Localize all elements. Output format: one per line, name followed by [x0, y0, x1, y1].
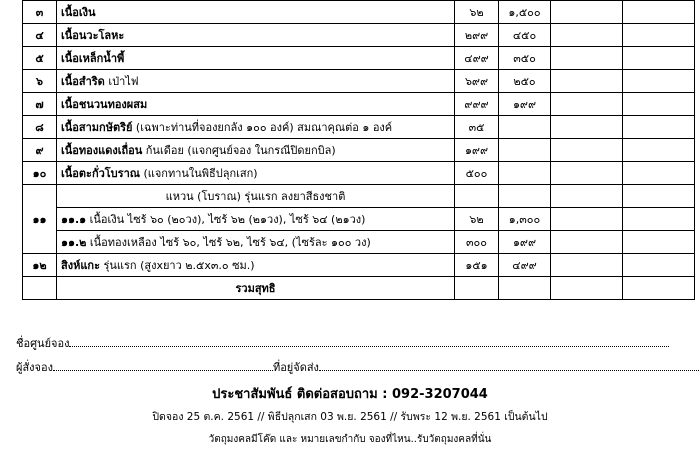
item-description	[57, 1, 455, 24]
item-description-head: เนื้อนวะโลหะ	[61, 28, 125, 42]
item-amount-cell[interactable]	[551, 1, 623, 24]
item-number: ๙	[23, 139, 57, 162]
item-qty: ๖๒	[455, 208, 499, 231]
item-description	[57, 93, 455, 116]
address-field[interactable]	[319, 360, 699, 371]
item-number: ๔	[23, 24, 57, 47]
item-total-cell[interactable]	[623, 1, 695, 24]
item-qty	[455, 185, 499, 208]
item-description-head: เนื้อเงิน	[61, 5, 96, 19]
item-total-cell[interactable]	[623, 93, 695, 116]
booker-field[interactable]	[53, 360, 273, 371]
item-description: ๑๑.๒ เนื้อทองเหลือง ไซร้ ๖๐, ไซร้ ๖๒, ไซร้ ๖๔, (ไซร้ละ ๑๐๐ วง)	[57, 231, 455, 254]
item-price: ๔๕๐	[499, 24, 551, 47]
table-row	[23, 231, 695, 254]
dates-line: ปิดจอง 25 ต.ค. 2561 // พิธีปลุกเสก 03 พ.ย. 2561 // รับพระ 12 พ.ย. 2561 เป็นต้นไป	[152, 411, 548, 423]
item-description-head: เนื้อสามกษัตริย์	[61, 120, 133, 134]
booker-label: ผู้สั่งจอง	[16, 361, 53, 374]
item-description-head: เนื้อทองแดงเถื่อน	[61, 143, 143, 157]
item-description: ๑๑.๑ เนื้อเงิน ไซร้ ๖๐ (๒๐วง), ไซร้ ๖๒ (๒๑วง), ไซร้ ๖๔ (๒๑วง)	[57, 208, 455, 231]
item-amount-cell[interactable]	[551, 24, 623, 47]
item-amount-cell[interactable]	[551, 93, 623, 116]
contact-line: ประชาสัมพันธ์ ติดต่อสอบถาม : 092-3207044	[212, 387, 488, 402]
item-price: ๑๙๙	[499, 93, 551, 116]
item-description	[57, 24, 455, 47]
total-row	[23, 277, 695, 300]
item-amount-cell[interactable]	[551, 139, 623, 162]
table-row	[23, 116, 695, 139]
item-qty: ๖๙๙	[455, 70, 499, 93]
item-price: ๓๕๐	[499, 47, 551, 70]
item-amount-cell[interactable]	[551, 47, 623, 70]
blank-cell	[23, 277, 57, 300]
item-number: ๓	[23, 1, 57, 24]
item-number: ๗	[23, 93, 57, 116]
item-qty: ๓๐๐	[455, 231, 499, 254]
item-price: ๒๕๐	[499, 70, 551, 93]
item-amount-cell[interactable]	[551, 208, 623, 231]
item-price: ๑,๓๐๐	[499, 208, 551, 231]
blank-cell	[499, 277, 551, 300]
table-row	[23, 70, 695, 93]
footnote-line: วัตถุมงคลมีโค๊ด และ หมายเลขกำกับ จองที่ไหน..รับวัตถุมงคลที่นั่น	[208, 434, 492, 445]
item-number: ๘	[23, 116, 57, 139]
item-total-cell[interactable]	[623, 208, 695, 231]
table-row	[23, 185, 695, 208]
item-qty: ๔๙๙	[455, 47, 499, 70]
order-table	[22, 0, 695, 300]
table-row	[23, 24, 695, 47]
item-qty: ๕๐๐	[455, 162, 499, 185]
booker-line	[16, 358, 699, 376]
item-number: ๑๒	[23, 254, 57, 277]
item-amount-cell[interactable]	[551, 185, 623, 208]
item-qty: ๑๙๙	[455, 139, 499, 162]
item-description-head: ๑๑.๒	[61, 235, 87, 249]
table-row	[23, 47, 695, 70]
item-total-cell[interactable]	[623, 47, 695, 70]
table-row	[23, 93, 695, 116]
item-number: ๖	[23, 70, 57, 93]
item-price	[499, 162, 551, 185]
item-description	[57, 47, 455, 70]
item-amount-cell[interactable]	[551, 70, 623, 93]
item-amount-cell[interactable]	[551, 231, 623, 254]
item-qty: ๖๒	[455, 1, 499, 24]
item-description: เนื้อสามกษัตริย์ (เฉพาะท่านที่จองยกลัง ๑๐๐ องค์) สมณาคุณต่อ ๑ องค์	[57, 116, 455, 139]
item-description-head: สิงห์แกะ	[61, 258, 100, 272]
item-total-cell[interactable]	[623, 254, 695, 277]
center-name-label: ชื่อศูนย์จอง	[16, 337, 70, 350]
item-total-cell[interactable]	[623, 185, 695, 208]
item-description-head: เนื้อตะกั่วโบราณ	[61, 166, 140, 180]
item-price	[499, 139, 551, 162]
item-amount-cell[interactable]	[551, 162, 623, 185]
ring-header: แหวน (โบราณ) รุ่นแรก ลงยาสีธงชาติ	[57, 185, 455, 208]
item-description: เนื้อตะกั่วโบราณ (แจกทานในพิธีปลุกเสก)	[57, 162, 455, 185]
item-qty: ๑๕๑	[455, 254, 499, 277]
table-row	[23, 162, 695, 185]
item-number: ๑๑	[23, 185, 57, 254]
item-description: เนื้อสำริด เป่าไฟ	[57, 70, 455, 93]
table-row	[23, 1, 695, 24]
item-total-cell[interactable]	[623, 231, 695, 254]
item-price: ๑,๕๐๐	[499, 1, 551, 24]
item-total-cell[interactable]	[623, 116, 695, 139]
item-number: ๕	[23, 47, 57, 70]
item-amount-cell[interactable]	[551, 116, 623, 139]
item-number: ๑๐	[23, 162, 57, 185]
center-name-line	[16, 334, 669, 352]
item-description-head: เนื้อเหล็กน้ำพี้	[61, 51, 125, 65]
item-price: ๑๙๙	[499, 231, 551, 254]
blank-cell	[455, 277, 499, 300]
table-row	[23, 139, 695, 162]
item-total-cell[interactable]	[623, 139, 695, 162]
table-row	[23, 254, 695, 277]
item-description: สิงห์แกะ รุ่นแรก (สูงxยาว ๒.๕x๓.๐ ซม.)	[57, 254, 455, 277]
grand-total-cell[interactable]	[623, 277, 695, 300]
item-price	[499, 185, 551, 208]
item-description: เนื้อทองแดงเถื่อน ก้นเดือย (แจกศูนย์จอง ในกรณีปิดยกบิล)	[57, 139, 455, 162]
item-description-head: เนื้อชนวนทองผสม	[61, 97, 148, 111]
item-description-head: เนื้อสำริด	[61, 74, 105, 88]
item-price	[499, 116, 551, 139]
item-total-cell[interactable]	[623, 24, 695, 47]
total-amount-cell[interactable]	[551, 277, 623, 300]
item-qty: ๒๙๙	[455, 24, 499, 47]
item-total-cell[interactable]	[623, 70, 695, 93]
total-label: รวมสุทธิ	[57, 277, 455, 300]
item-total-cell[interactable]	[623, 162, 695, 185]
center-name-field[interactable]	[69, 336, 669, 347]
table-row	[23, 208, 695, 231]
item-description-head: ๑๑.๑	[61, 212, 87, 226]
address-label: ที่อยู่จัดส่ง	[272, 361, 319, 374]
item-amount-cell[interactable]	[551, 254, 623, 277]
item-price: ๔๙๙	[499, 254, 551, 277]
item-qty: ๙๙๙	[455, 93, 499, 116]
item-qty: ๓๕	[455, 116, 499, 139]
